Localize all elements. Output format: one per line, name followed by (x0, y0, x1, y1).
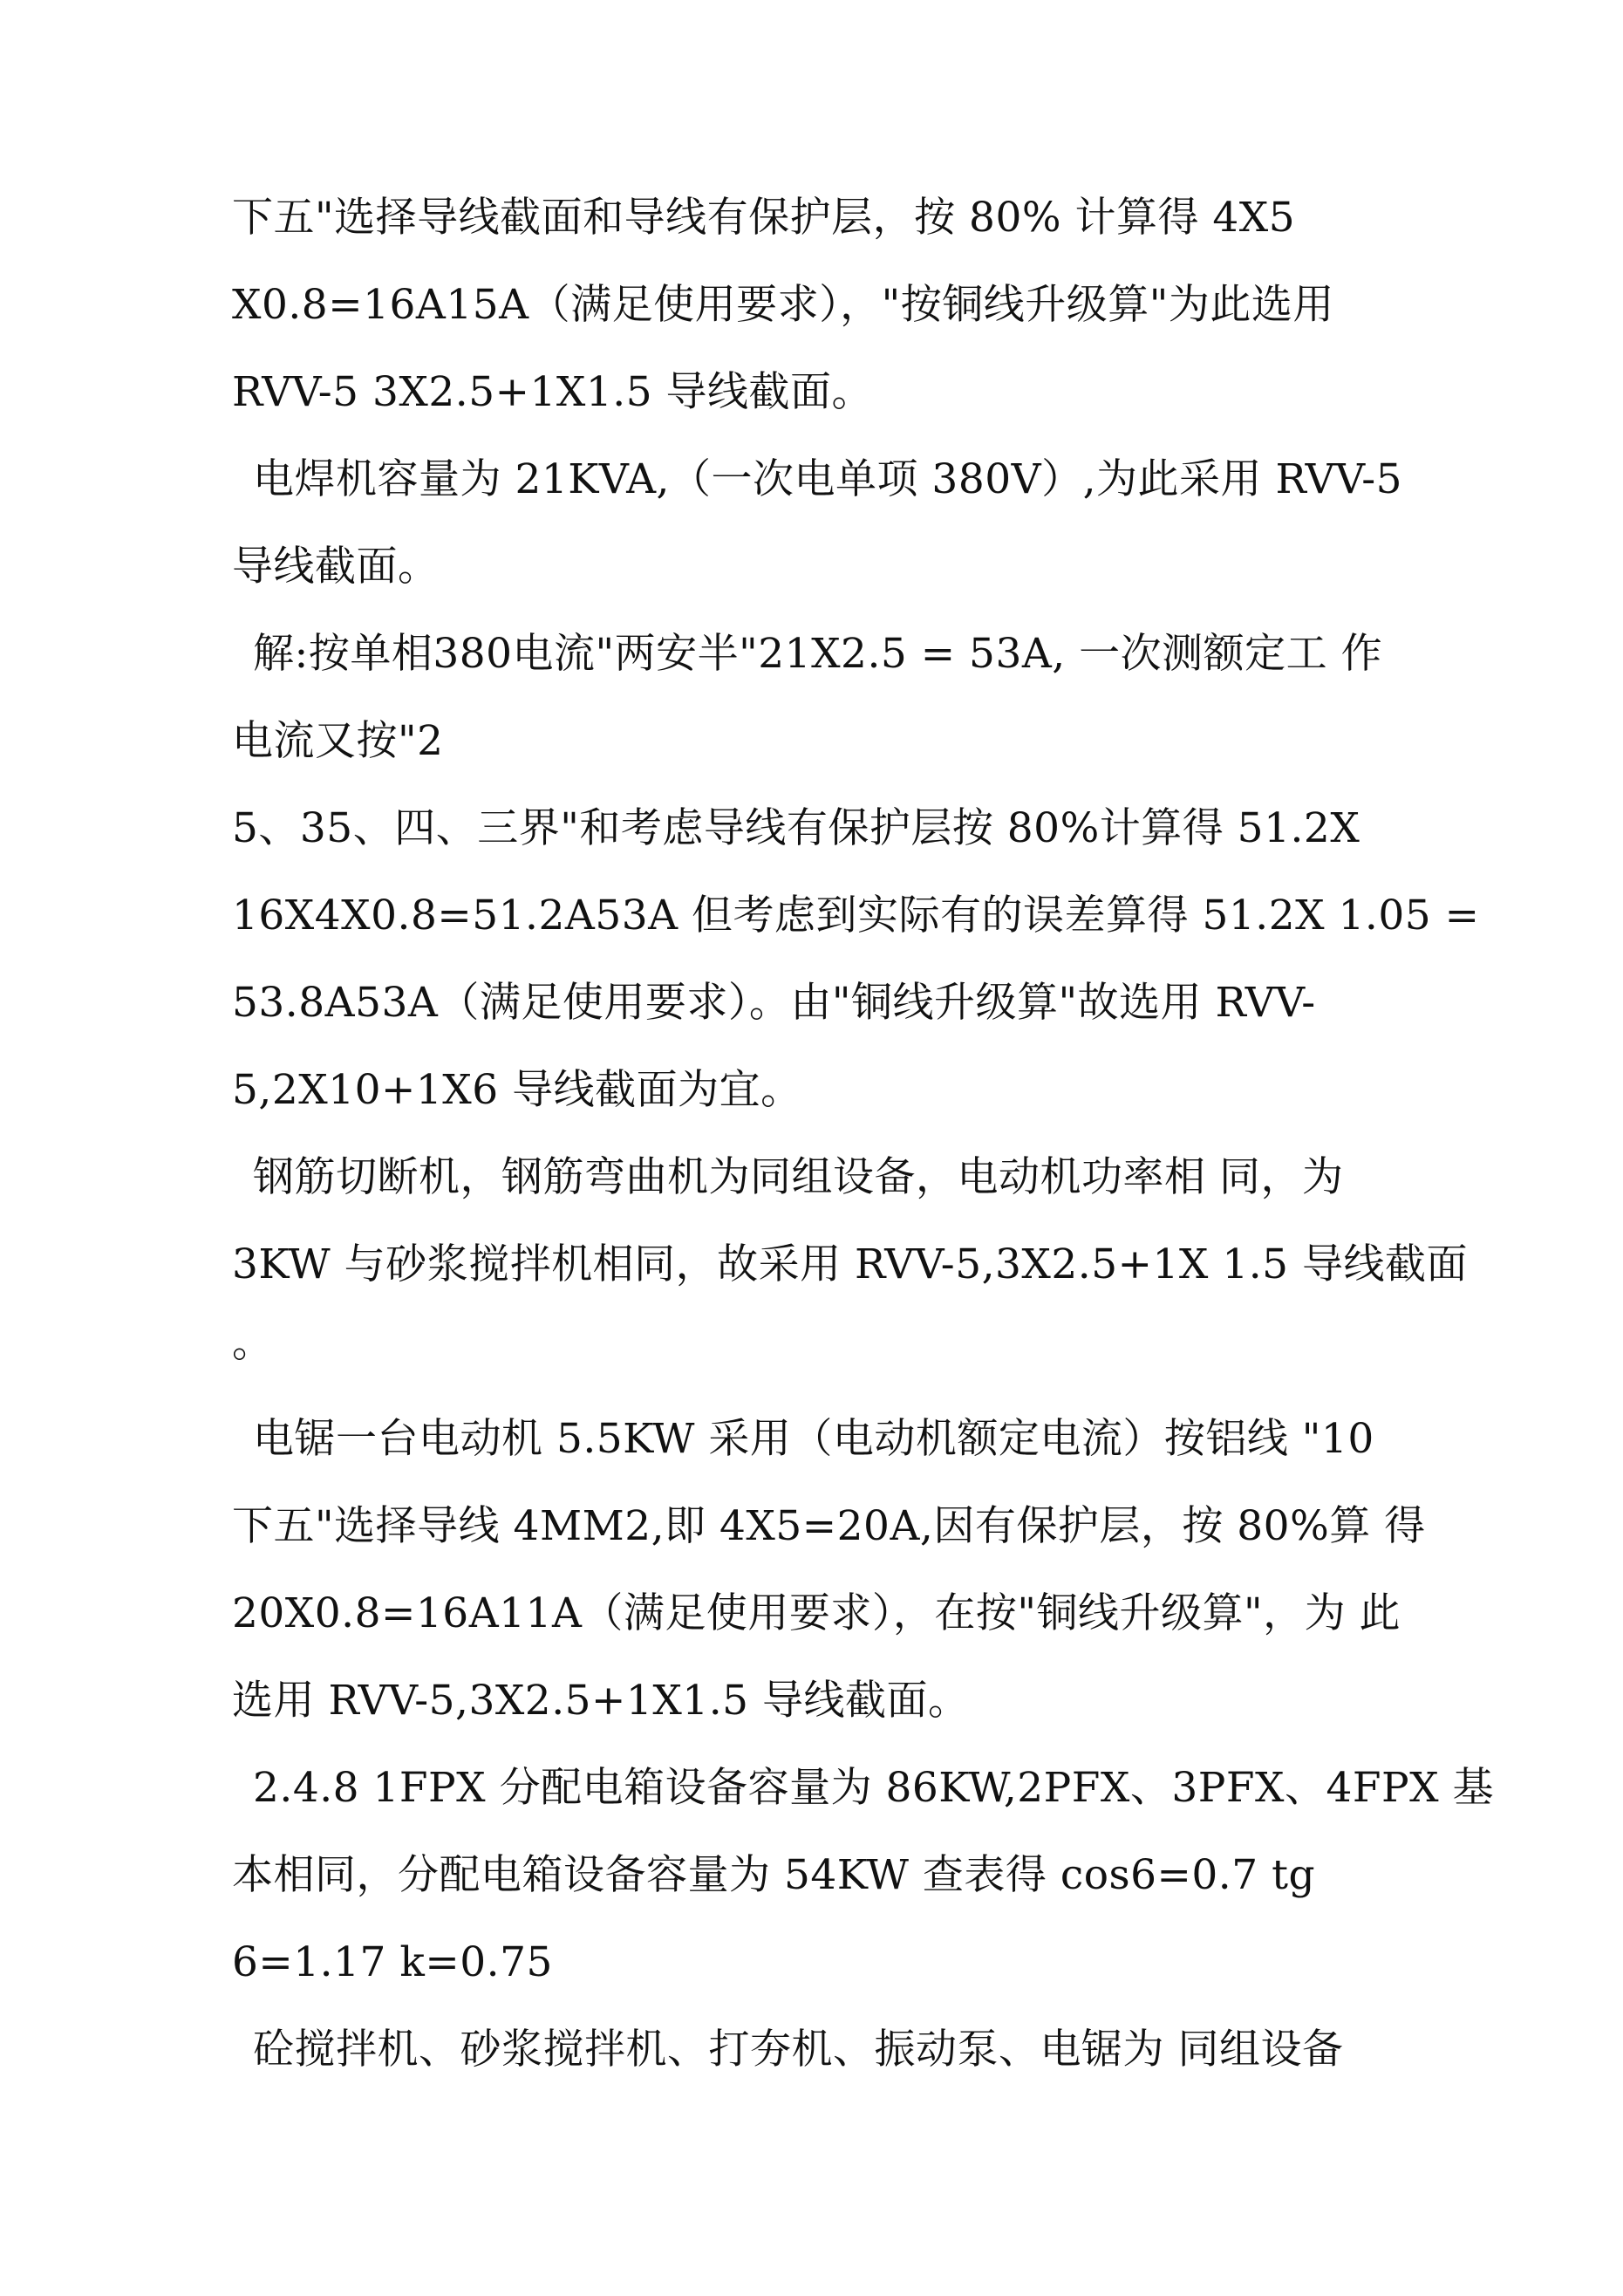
text-line-19: 2.4.8 1FPX 分配电箱设备容量为 86KW,2PFX、3PFX、4FPX 基 (253, 1764, 1495, 1812)
text-line-13: 3KW 与砂浆搅拌机相同，故采用 RVV-5,3X2.5+1X 1.5 导线截面 (232, 1240, 1469, 1288)
text-line-20: 本相同，分配电箱设备容量为 54KW 查表得 cos6=0.7 tg (232, 1851, 1316, 1899)
text-line-22: 砼搅拌机、砂浆搅拌机、打夯机、振动泵、电锯为 同组设备 (253, 2026, 1344, 2074)
text-line-18: 选用 RVV-5,3X2.5+1X1.5 导线截面。 (232, 1677, 970, 1725)
text-line-9: 16X4X0.8=51.2A53A 但考虑到实际有的误差算得 51.2X 1.05 = (232, 892, 1480, 940)
text-line-7: 电流又按"2 (232, 717, 444, 765)
text-line-15: 电锯一台电动机 5.5KW 采用（电动机额定电流）按铝线 "10 (253, 1415, 1374, 1463)
text-line-3: RVV-5 3X2.5+1X1.5 导线截面。 (232, 368, 874, 416)
text-line-14: 。 (232, 1319, 274, 1367)
text-line-21: 6=1.17 k=0.75 (232, 1938, 553, 1986)
text-line-8: 5、35、四、三界"和考虑导线有保护层按 80%计算得 51.2X (232, 804, 1360, 852)
text-line-1: 下五"选择导线截面和导线有保护层，按 80% 计算得 4X5 (232, 194, 1296, 242)
text-line-5: 导线截面。 (232, 543, 440, 591)
text-line-16: 下五"选择导线 4MM2,即 4X5=20A,因有保护层，按 80%算 得 (232, 1502, 1426, 1550)
text-line-10: 53.8A53A（满足使用要求）。由"铜线升级算"故选用 RVV- (232, 979, 1316, 1027)
text-line-17: 20X0.8=16A11A（满足使用要求），在按"铜线升级算"，为 此 (232, 1589, 1401, 1637)
text-line-6: 解:按单相380电流"两安半"21X2.5 = 53A, 一次测额定工 作 (253, 630, 1383, 678)
text-line-2: X0.8=16A15A（满足使用要求），"按铜线升级算"为此选用 (232, 281, 1334, 329)
text-line-4: 电焊机容量为 21KVA,（一次电单项 380V）,为此采用 RVV-5 (253, 455, 1403, 503)
text-line-11: 5,2X10+1X6 导线截面为宜。 (232, 1066, 802, 1114)
text-line-12: 钢筋切断机，钢筋弯曲机为同组设备，电动机功率相 同，为 (253, 1153, 1344, 1201)
